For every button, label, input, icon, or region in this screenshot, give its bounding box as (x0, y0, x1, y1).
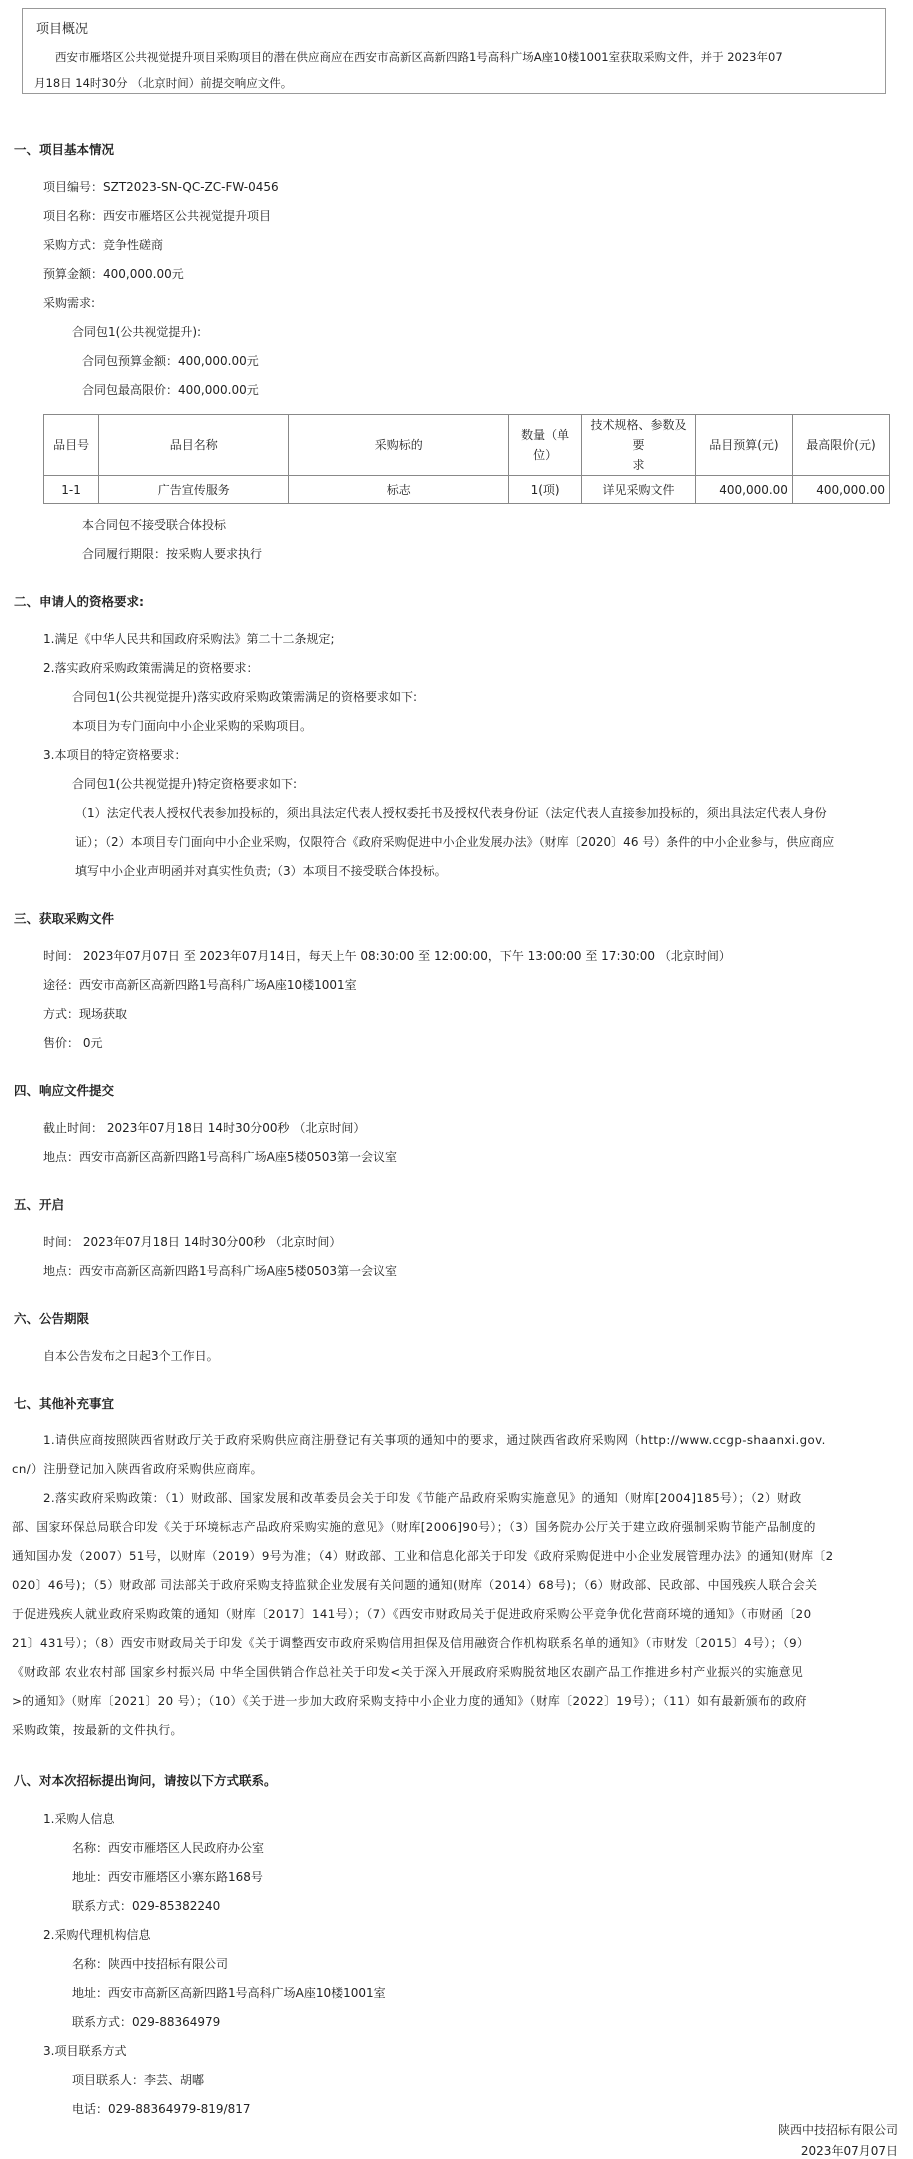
package-budget: 合同包预算金额：400,000.00元 (82, 354, 259, 368)
qualification-1: 1.满足《中华人民共和国政府采购法》第二十二条规定; (43, 632, 335, 646)
purchaser-info-label: 1.采购人信息 (43, 1812, 115, 1826)
supplement-line: 《财政部 农业农村部 国家乡村振兴局 中华全国供销合作总社关于印发<关于深入开展政府采购脱贫地区农副产品工作推进乡村产业振兴的实施意见 (12, 1665, 804, 1679)
supplement-line: >的通知》（财库〔2021〕20 号）；（10）《关于进一步加大政府采购支持中小企业力度的通知》（财库〔2022〕19号）；（11）如有最新颁布的政府 (12, 1694, 807, 1708)
supplement-line: 1.请供应商按照陕西省财政厅关于政府采购供应商注册登记有关事项的通知中的要求，通过陕西省政府采购网（http://www.ccgp-shaanxi.gov. (43, 1433, 826, 1447)
agency-info-label: 2.采购代理机构信息 (43, 1928, 151, 1942)
table-header-cell: 品目名称 (99, 415, 289, 476)
procurement-demand-label: 采购需求: (43, 296, 96, 310)
table-header-cell: 最高限价(元) (792, 415, 889, 476)
agency-address: 地址：西安市高新区高新四路1号高科广场A座10楼1001室 (72, 1986, 386, 2000)
table-cell: 400,000.00 (695, 476, 792, 504)
supplement-line: 21〕431号）；（8）西安市财政局关于印发《关于调整西安市政府采购信用担保及信用融资合作机构联系名单的通知》（市财发〔2015〕4号）；（9） (12, 1636, 810, 1650)
supplement-line: cn/）注册登记加入陕西省政府采购供应商库。 (12, 1462, 263, 1476)
footer-organization: 陕西中技招标有限公司 (777, 2123, 898, 2137)
section7-heading: 七、其他补充事宜 (14, 1396, 115, 1411)
table-header-cell: 品目预算(元) (695, 415, 792, 476)
agency-name: 名称：陕西中技招标有限公司 (72, 1957, 229, 1971)
opening-time: 时间： 2023年07月18日 14时30分00秒 （北京时间） (43, 1235, 342, 1249)
purchaser-phone: 联系方式：029-85382240 (72, 1899, 221, 1913)
section4-heading: 四、响应文件提交 (14, 1083, 115, 1098)
notice-period: 自本公告发布之日起3个工作日。 (43, 1349, 219, 1363)
section8-heading: 八、对本次招标提出询问，请按以下方式联系。 (14, 1773, 277, 1788)
table-cell: 广告宣传服务 (99, 476, 289, 504)
project-contact-label: 3.项目联系方式 (43, 2044, 127, 2058)
contract-package-label: 合同包1(公共视觉提升): (72, 325, 202, 339)
acquire-time: 时间： 2023年07月07日 至 2023年07月14日，每天上午 08:30:00 至 12:00:00，下午 13:00:00 至 17:30:00 （北京时间） (43, 949, 731, 963)
supplement-line: 020〕46号)；（5）财政部 司法部关于政府采购支持监狱企业发展有关问题的通知(财库（2014）68号)；（6）财政部、民政部、中国残疾人联合会关 (12, 1578, 818, 1592)
qualification-3b-line3: 填写中小企业声明函并对真实性负责;（3）本项目不接受联合体投标。 (75, 864, 447, 878)
document-price: 售价： 0元 (43, 1036, 103, 1050)
supplement-line: 2.落实政府采购政策：（1）财政部、国家发展和改革委员会关于印发《节能产品政府采购实施意见》的通知（财库[2004]185号）；（2）财政 (43, 1491, 802, 1505)
project-contact-person: 项目联系人：李芸、胡嘟 (72, 2073, 205, 2087)
table-header-cell: 品目号 (44, 415, 99, 476)
supplement-line: 通知国办发（2007）51号，以财库（2019）9号为准；（4）财政部、工业和信息化部关于印发《政府采购促进中小企业发展管理办法》的通知(财库〔2 (12, 1549, 834, 1563)
section1-heading: 一、项目基本情况 (14, 142, 115, 157)
qualification-2b: 本项目为专门面向中小企业采购的采购项目。 (72, 719, 313, 733)
contract-term: 合同履行期限：按采购人要求执行 (82, 547, 263, 561)
section2-heading: 二、申请人的资格要求: (14, 594, 144, 609)
qualification-2a: 合同包1(公共视觉提升)落实政府采购政策需满足的资格要求如下: (72, 690, 418, 704)
qualification-3b-line1: （1）法定代表人授权代表参加投标的，须出具法定代表人授权委托书及授权代表身份证（法定代表人直接参加投标的，须出具法定代表人身份 (75, 806, 827, 820)
project-contact-phone: 电话：029-88364979-819/817 (72, 2102, 251, 2116)
acquire-place: 途径：西安市高新区高新四路1号高科广场A座10楼1001室 (43, 978, 357, 992)
project-name: 项目名称：西安市雁塔区公共视觉提升项目 (43, 209, 272, 223)
consortium-note: 本合同包不接受联合体投标 (82, 518, 227, 532)
table-cell: 400,000.00 (792, 476, 889, 504)
qualification-3b-line2: 证）；（2）本项目专门面向中小企业采购，仅限符合《政府采购促进中小企业发展办法》（财库〔2020〕46 号）条件的中小企业参与，供应商应 (75, 835, 835, 849)
table-header-cell: 数量（单 位） (509, 415, 582, 476)
procurement-items-table (43, 414, 890, 504)
table-header-cell: 技术规格、参数及要 求 (582, 415, 696, 476)
supplement-line: 采购政策，按最新的文件执行。 (12, 1723, 183, 1737)
agency-phone: 联系方式：029-88364979 (72, 2015, 221, 2029)
table-cell: 1(项) (509, 476, 582, 504)
qualification-2: 2.落实政府采购政策需满足的资格要求： (43, 661, 259, 675)
section6-heading: 六、公告期限 (14, 1311, 90, 1326)
package-max-price: 合同包最高限价：400,000.00元 (82, 383, 259, 397)
table-header-cell: 采购标的 (289, 415, 509, 476)
overview-title: 项目概况 (36, 22, 89, 37)
footer-date: 2023年07月07日 (800, 2144, 898, 2158)
supplement-line: 于促进残疾人就业政府采购政策的通知（财库〔2017〕141号）；（7）《西安市财政局关于促进政府采购公平竞争优化营商环境的通知》（市财函〔20 (12, 1607, 812, 1621)
table-cell: 详见采购文件 (582, 476, 696, 504)
table-row (44, 476, 890, 504)
section3-heading: 三、获取采购文件 (14, 911, 115, 926)
project-code: 项目编号：SZT2023-SN-QC-ZC-FW-0456 (43, 180, 279, 194)
acquire-method: 方式：现场获取 (43, 1007, 128, 1021)
submission-deadline: 截止时间： 2023年07月18日 14时30分00秒 （北京时间） (43, 1121, 366, 1135)
section5-heading: 五、开启 (14, 1197, 65, 1212)
overview-text-line2: 月18日 14时30分 （北京时间）前提交响应文件。 (34, 76, 293, 90)
table-cell: 1-1 (44, 476, 99, 504)
opening-place: 地点：西安市高新区高新四路1号高科广场A座5楼0503第一会议室 (43, 1264, 398, 1278)
submission-place: 地点：西安市高新区高新四路1号高科广场A座5楼0503第一会议室 (43, 1150, 398, 1164)
table-header-row (44, 415, 890, 476)
table-cell: 标志 (289, 476, 509, 504)
qualification-3a: 合同包1(公共视觉提升)特定资格要求如下: (72, 777, 298, 791)
supplement-line: 部、国家环保总局联合印发《关于环境标志产品政府采购实施的意见》（财库[2006]90号）；（3）国务院办公厅关于建立政府强制采购节能产品制度的 (12, 1520, 816, 1534)
overview-text-line1: 西安市雁塔区公共视觉提升项目采购项目的潜在供应商应在西安市高新区高新四路1号高科广场A座10楼1001室获取采购文件，并于 2023年07 (55, 50, 783, 64)
purchaser-name: 名称：西安市雁塔区人民政府办公室 (72, 1841, 265, 1855)
qualification-3: 3.本项目的特定资格要求： (43, 748, 187, 762)
project-overview-box (22, 8, 886, 94)
budget-amount: 预算金额：400,000.00元 (43, 267, 184, 281)
purchaser-address: 地址：西安市雁塔区小寨东路168号 (72, 1870, 263, 1884)
procurement-method: 采购方式：竞争性磋商 (43, 238, 164, 252)
